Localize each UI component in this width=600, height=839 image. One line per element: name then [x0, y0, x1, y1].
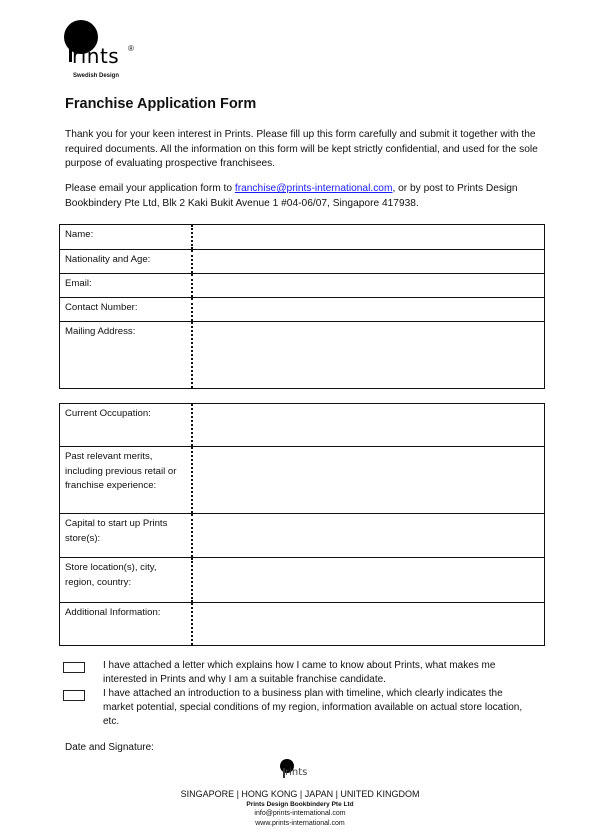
franchise-email-link[interactable]: franchise@prints-international.com: [234, 183, 393, 194]
page-title: Franchise Application Form: [65, 96, 257, 112]
business-info-table: [59, 403, 545, 646]
nationality-age-field[interactable]: [191, 250, 544, 273]
footer-email[interactable]: info@prints-international.com: [254, 810, 346, 817]
document-page: rints ® Swedish Design Franchise Application Form Thank you for your keen interest in Prints. Please fill up this form carefully and submit it together with the required documents. All the information on this form will be kept strictly confidential, and used for the sole purpose of evaluating prospective franchisees. Please email your application form to franchise@prints-international.com, or by post to Prints Design Bookbindery Pte Ltd, Blk 2 Kaki Bukit Avenue 1 #04-06/07, Singapore 417938. Name: Nationality and Age: Email: Contact Number: Mailing Address: Current Occupation: Past relevant merits, including previous retail or franchise experience: Capital to start up Prints store(s): Store location(s), city, region, country: Additional Information: I have attached a letter which explains how I came to know about Prints, what makes me interested in Prints and why I am a suitable franchise candidate. I have attached an introduction to a business plan with timeline, which clearly indicates the market potential, special conditions of my region, information available on actual store location, etc. Date and Signature: rints SINGAPORE | HONG KONG | JAPAN | UNITED KINGDOM Prints Design Bookbindery Pte Ltd info@prints-international.com www.prints-international.com: [0, 0, 600, 839]
table-row: Past relevant merits, including previous retail or franchise experience:: [60, 447, 544, 514]
store-location-field[interactable]: [191, 558, 544, 602]
table-row: Nationality and Age:: [60, 250, 544, 274]
additional-info-field[interactable]: [191, 603, 544, 645]
business-plan-label: I have attached an introduction to a business plan with timeline, which clearly indicates the market potential, special conditions of my region, information available on actual store location, etc.: [103, 688, 523, 727]
contact-text: Please email your application form to franchise@prints-international.com, or by post to Prints Design Bookbindery Pte Ltd, Blk 2 Kaki Bukit Avenue 1 #04-06/07, Singapore 417938.: [65, 183, 518, 209]
table-row: Contact Number:: [60, 298, 544, 322]
name-field[interactable]: [191, 225, 544, 249]
past-merits-field[interactable]: [191, 447, 544, 513]
intro-text: Thank you for your keen interest in Prints. Please fill up this form carefully and submit it together with the required documents. All the information on this form will be kept strictly confidential, and used for the sole purpose of evaluating prospective franchisees.: [65, 129, 538, 169]
logo-tagline: Swedish Design: [73, 73, 120, 79]
table-row: Mailing Address:: [60, 322, 544, 388]
table-row: Store location(s), city, region, country:: [60, 558, 544, 603]
table-row: Email:: [60, 274, 544, 298]
contact-number-field[interactable]: [191, 298, 544, 321]
table-row: Current Occupation:: [60, 404, 544, 447]
email-field[interactable]: [191, 274, 544, 297]
table-row: Capital to start up Prints store(s):: [60, 514, 544, 558]
footer-company: Prints Design Bookbindery Pte Ltd: [246, 801, 354, 808]
letter-attached-checkbox[interactable]: [63, 662, 85, 673]
personal-info-table: [59, 224, 545, 389]
footer-locations: SINGAPORE | HONG KONG | JAPAN | UNITED KINGDOM: [180, 789, 420, 799]
capital-field[interactable]: [191, 514, 544, 557]
letter-attached-label: I have attached a letter which explains how I came to know about Prints, what makes me interested in Prints and why I am a suitable franchise candidate.: [103, 660, 496, 685]
footer-website[interactable]: www.prints-international.com: [255, 820, 345, 827]
table-row: Additional Information:: [60, 603, 544, 645]
business-plan-checkbox[interactable]: [63, 690, 85, 701]
table-row: Name:: [60, 225, 544, 250]
occupation-field[interactable]: [191, 404, 544, 446]
date-signature-label: Date and Signature:: [65, 742, 154, 753]
mailing-address-field[interactable]: [191, 322, 544, 388]
